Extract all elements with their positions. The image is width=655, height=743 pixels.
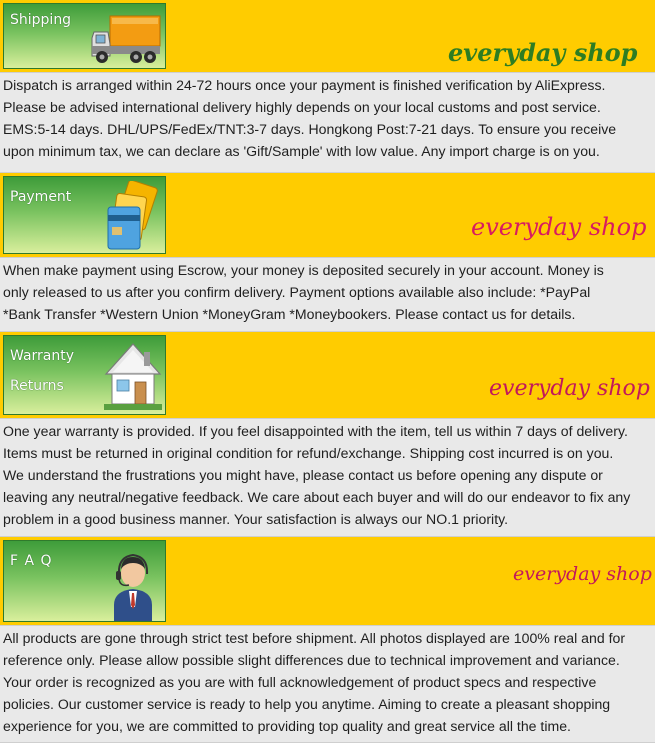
warranty-text [0, 418, 655, 537]
shipping-banner [0, 0, 655, 72]
brand-watermark: everyday shop [513, 563, 652, 585]
text-line: *Bank Transfer *Western Union *MoneyGram *Moneybookers. Please contact us for details. [3, 306, 576, 322]
warranty-tab [3, 335, 166, 415]
text-line: One year warranty is provided. If you feel disappointed with the item, tell us within 7 days of delivery. [3, 423, 628, 439]
payment-tab-label: Payment [10, 189, 72, 205]
truck-icon [90, 10, 162, 66]
text-line: Dispatch is arranged within 24-72 hours once your payment is finished verification by AliExpress. [3, 77, 606, 93]
brand-watermark: everyday shop [448, 38, 638, 67]
shipping-tab-label: Shipping [10, 12, 72, 28]
faq-banner [0, 537, 655, 625]
credit-card-icon [104, 181, 160, 253]
payment-section [0, 173, 655, 332]
warranty-section [0, 332, 655, 537]
shipping-section [0, 0, 655, 173]
faq-tab-label: F A Q [10, 553, 53, 569]
text-line: reference only. Please allow possible slight differences due to technical improvement and variance. [3, 652, 620, 668]
text-line: EMS:5-14 days. DHL/UPS/FedEx/TNT:3-7 days. Hongkong Post:7-21 days. To ensure you receive [3, 121, 617, 137]
payment-text [0, 257, 655, 332]
text-line: experience for you, we are committed to providing top quality and great service all the time. [3, 718, 571, 734]
house-icon [104, 340, 162, 412]
text-line: We understand the frustrations you might have, please contact us before opening any dispute or [3, 467, 603, 483]
shipping-tab [3, 3, 166, 69]
faq-text [0, 625, 655, 743]
text-line: upon minimum tax, we can declare as 'Gift/Sample' with low value. Any import charge is on you. [3, 143, 600, 159]
text-line: Your order is recognized as you are with full acknowledgement of product specs and respective [3, 674, 597, 690]
warranty-banner [0, 332, 655, 418]
text-line: policies. Our customer service is ready to help you anytime. Aiming to create a pleasant shopping [3, 696, 611, 712]
text-line: When make payment using Escrow, your money is deposited securely in your account. Money is [3, 262, 604, 278]
brand-watermark: everyday shop [471, 213, 647, 241]
text-line: Items must be returned in original condition for refund/exchange. Shipping cost incurred is on you. [3, 445, 614, 461]
text-line: only released to us after you confirm delivery. Payment options available also include: *PayPal [3, 284, 591, 300]
text-line: All products are gone through strict test before shipment. All photos displayed are 100% real and for [3, 630, 626, 646]
faq-section [0, 537, 655, 743]
faq-tab [3, 540, 166, 622]
returns-tab-label: Returns [10, 378, 64, 394]
text-line: problem in a good business manner. Your satisfaction is always our NO.1 priority. [3, 511, 509, 527]
text-line: leaving any neutral/negative feedback. We care about each buyer and will do our endeavor to fix any [3, 489, 631, 505]
brand-watermark: everyday shop [489, 376, 650, 401]
payment-tab [3, 176, 166, 254]
payment-banner [0, 173, 655, 257]
support-agent-icon [108, 547, 158, 621]
text-line: Please be advised international delivery highly depends on your local customs and post service. [3, 99, 601, 115]
shipping-text [0, 72, 655, 173]
warranty-tab-label: Warranty [10, 348, 75, 364]
